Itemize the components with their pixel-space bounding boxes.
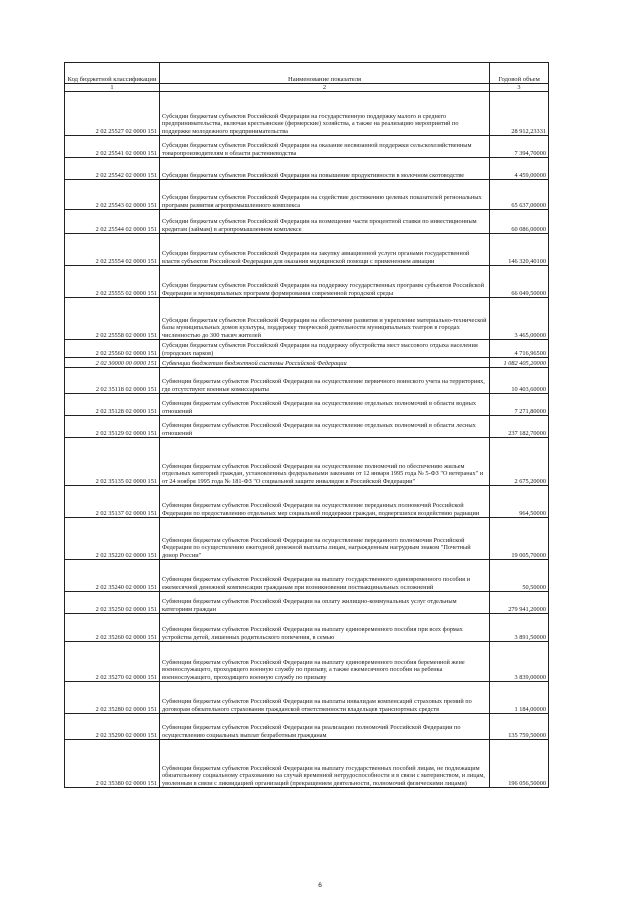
row-code: 2 02 25554 02 0000 151 bbox=[65, 234, 160, 266]
row-amount: 237 182,70000 bbox=[490, 416, 549, 438]
row-code: 2 02 35240 02 0000 151 bbox=[65, 560, 160, 592]
table-row bbox=[65, 368, 549, 394]
row-name: Субсидии бюджетам субъектов Российской Федерации на закупку авиационной услуги органами государственной власти субъектов Российской Федерации для оказания медицинской помощи с применением авиации bbox=[160, 234, 490, 266]
row-amount: 1 082 405,20000 bbox=[490, 358, 549, 368]
table-row bbox=[65, 518, 549, 560]
row-code: 2 02 35280 02 0000 151 bbox=[65, 682, 160, 714]
row-code: 2 02 35250 02 0000 151 bbox=[65, 592, 160, 614]
row-amount: 196 056,50000 bbox=[490, 740, 549, 788]
row-code: 2 02 25541 02 0000 151 bbox=[65, 136, 160, 158]
header-name: Наименование показателя bbox=[160, 63, 490, 84]
row-name: Субвенции бюджетам субъектов Российской Федерации на выплату государственных пособий лицам, не подлежащим обязательному социальному страхованию на случай временной нетрудоспособности и в связи с материнством, и лицам, уволенным в связи с ликвидацией организаций (прекращением деятельности, полномочий физическими лицами) bbox=[160, 740, 490, 788]
column-number: 2 bbox=[160, 84, 490, 92]
row-name: Субсидии бюджетам субъектов Российской Федерации на поддержку обустройства мест массового отдыха населения (городских парков) bbox=[160, 340, 490, 358]
page-number: 6 bbox=[318, 882, 322, 889]
table-row bbox=[65, 394, 549, 416]
table-row bbox=[65, 560, 549, 592]
row-amount: 279 941,20000 bbox=[490, 592, 549, 614]
table-row bbox=[65, 592, 549, 614]
row-amount: 19 005,70000 bbox=[490, 518, 549, 560]
row-code: 2 02 35137 02 0000 151 bbox=[65, 486, 160, 518]
row-amount: 3 465,00000 bbox=[490, 298, 549, 340]
row-amount: 7 394,70000 bbox=[490, 136, 549, 158]
row-amount: 7 271,80000 bbox=[490, 394, 549, 416]
row-name: Субвенции бюджетам субъектов Российской Федерации на выплату государственного единовременного пособия и ежемесячной денежной компенсации гражданам при возникновении поствакцинальных осложнений bbox=[160, 560, 490, 592]
row-code: 2 02 35118 02 0000 151 bbox=[65, 368, 160, 394]
row-name: Субвенции бюджетам субъектов Российской Федерации на выплату единовременного пособия при всех формах устройства детей, лишенных родительского попечения, в семью bbox=[160, 614, 490, 642]
row-name: Субсидии бюджетам субъектов Российской Федерации на обеспечение развития и укрепление материально-технической базы муниципальных домов культуры, поддержку творческой деятельности муниципальных театров в городах численностью до 300 тысяч жителей bbox=[160, 298, 490, 340]
column-number: 1 bbox=[65, 84, 160, 92]
table-row bbox=[65, 234, 549, 266]
row-code: 2 02 25558 02 0000 151 bbox=[65, 298, 160, 340]
row-code: 2 02 25544 02 0000 151 bbox=[65, 210, 160, 234]
table-row bbox=[65, 358, 549, 368]
row-amount: 4 716,96500 bbox=[490, 340, 549, 358]
row-amount: 4 459,00000 bbox=[490, 158, 549, 180]
table-row bbox=[65, 92, 549, 136]
row-name: Субвенции бюджетам субъектов Российской Федерации на осуществление отдельных полномочий в области водных отношений bbox=[160, 394, 490, 416]
table-row bbox=[65, 180, 549, 210]
table-row bbox=[65, 210, 549, 234]
row-amount: 50,50000 bbox=[490, 560, 549, 592]
row-amount: 146 320,40100 bbox=[490, 234, 549, 266]
row-code: 2 02 35290 02 0000 151 bbox=[65, 714, 160, 740]
row-name: Субвенции бюджетам субъектов Российской Федерации на выплату единовременного пособия беременной жене военнослужащего, проходящего военную службу по призыву, а также ежемесячного пособия на ребенка военнослужащего, проходящего военную службу по призыву bbox=[160, 642, 490, 682]
row-code: 2 02 35380 02 0000 151 bbox=[65, 740, 160, 788]
table-header-row bbox=[65, 63, 549, 84]
table-row bbox=[65, 714, 549, 740]
table-row bbox=[65, 614, 549, 642]
row-code: 2 02 25543 02 0000 151 bbox=[65, 180, 160, 210]
row-amount: 1 184,00000 bbox=[490, 682, 549, 714]
row-code: 2 02 35260 02 0000 151 bbox=[65, 614, 160, 642]
row-name: Субсидии бюджетам субъектов Российской Федерации на поддержку государственных программ субъектов Российской Федерации и муниципальных программ формирования современной городской среды bbox=[160, 266, 490, 298]
table-row bbox=[65, 682, 549, 714]
table-row bbox=[65, 416, 549, 438]
table-row bbox=[65, 266, 549, 298]
row-code: 2 02 25555 02 0000 151 bbox=[65, 266, 160, 298]
row-name: Субвенции бюджетам субъектов Российской Федерации на осуществление первичного воинского учета на территориях, где отсутствуют военные комиссариаты bbox=[160, 368, 490, 394]
row-name: Субвенции бюджетам бюджетной системы Российской Федерации bbox=[160, 358, 490, 368]
row-amount: 2 675,20000 bbox=[490, 438, 549, 486]
table-body bbox=[65, 92, 549, 788]
row-name: Субвенции бюджетам субъектов Российской Федерации на осуществление отдельных полномочий в области лесных отношений bbox=[160, 416, 490, 438]
budget-table bbox=[64, 62, 549, 788]
row-name: Субсидии бюджетам субъектов Российской Федерации на оказание несвязанной поддержки сельскохозяйственным товаропроизводителям в области растениеводства bbox=[160, 136, 490, 158]
row-code: 2 02 25527 02 0000 151 bbox=[65, 92, 160, 136]
table-row bbox=[65, 486, 549, 518]
header-code: Код бюджетной классификации bbox=[65, 63, 160, 84]
row-code: 2 02 35270 02 0000 151 bbox=[65, 642, 160, 682]
row-amount: 964,50000 bbox=[490, 486, 549, 518]
row-name: Субвенции бюджетам субъектов Российской Федерации на осуществление переданного полномочия Российской Федерации по осуществлению ежегодной денежной выплаты лицам, награжденным нагрудным знаком "Почетный донор России" bbox=[160, 518, 490, 560]
row-code: 2 02 30000 00 0000 151 bbox=[65, 358, 160, 368]
row-name: Субсидии бюджетам субъектов Российской Федерации на возмещение части процентной ставки по инвестиционным кредитам (займам) в агропромышленном комплексе bbox=[160, 210, 490, 234]
row-amount: 3 891,50000 bbox=[490, 614, 549, 642]
row-amount: 66 049,50000 bbox=[490, 266, 549, 298]
row-name: Субвенции бюджетам субъектов Российской Федерации на осуществление переданных полномочий Российской Федерации по предоставлению отдельных мер социальной поддержки граждан, подвергшихся воздействию радиации bbox=[160, 486, 490, 518]
row-code: 2 02 35220 02 0000 151 bbox=[65, 518, 160, 560]
row-amount: 3 839,00000 bbox=[490, 642, 549, 682]
row-name: Субвенции бюджетам субъектов Российской Федерации на осуществление полномочий по обеспечению жильем отдельных категорий граждан, установленных федеральными законами от 12 января 1995 года № 5-ФЗ "О ветеранах" и от 24 ноября 1995 года № 181-ФЗ "О социальной защите инвалидов в Российской Федерации" bbox=[160, 438, 490, 486]
table-row bbox=[65, 740, 549, 788]
row-amount: 10 403,60000 bbox=[490, 368, 549, 394]
row-name: Субвенции бюджетам субъектов Российской Федерации на реализацию полномочий Российской Федерации по осуществлению социальных выплат безработным гражданам bbox=[160, 714, 490, 740]
row-name: Субсидии бюджетам субъектов Российской Федерации на государственную поддержку малого и среднего предпринимательства, включая крестьянские (фермерские) хозяйства, а также на реализацию мероприятий по поддержке молодежного предпринимательства bbox=[160, 92, 490, 136]
row-code: 2 02 35128 02 0000 151 bbox=[65, 394, 160, 416]
table-row bbox=[65, 158, 549, 180]
row-amount: 60 086,00000 bbox=[490, 210, 549, 234]
row-name: Субсидии бюджетам субъектов Российской Федерации на содействие достижению целевых показателей региональных программ развития агропромышленного комплекса bbox=[160, 180, 490, 210]
row-code: 2 02 35129 02 0000 151 bbox=[65, 416, 160, 438]
row-code: 2 02 25560 02 0000 151 bbox=[65, 340, 160, 358]
row-name: Субсидии бюджетам субъектов Российской Федерации на повышение продуктивности в молочном скотоводстве bbox=[160, 158, 490, 180]
row-name: Субвенции бюджетам субъектов Российской Федерации на оплату жилищно-коммунальных услуг отдельным категориям граждан bbox=[160, 592, 490, 614]
table-row bbox=[65, 340, 549, 358]
table-row bbox=[65, 438, 549, 486]
row-amount: 28 912,23331 bbox=[490, 92, 549, 136]
table-row bbox=[65, 136, 549, 158]
header-amount: Годовой объем bbox=[490, 63, 549, 84]
row-code: 2 02 25542 02 0000 151 bbox=[65, 158, 160, 180]
column-number: 3 bbox=[490, 84, 549, 92]
column-number-row bbox=[65, 84, 549, 92]
table-row bbox=[65, 298, 549, 340]
row-name: Субвенции бюджетам субъектов Российской Федерации на выплаты инвалидам компенсаций страховых премий по договорам обязательного страхования гражданской ответственности владельцев транспортных средств bbox=[160, 682, 490, 714]
row-code: 2 02 35135 02 0000 151 bbox=[65, 438, 160, 486]
table-row bbox=[65, 642, 549, 682]
row-amount: 65 637,00000 bbox=[490, 180, 549, 210]
row-amount: 135 759,50000 bbox=[490, 714, 549, 740]
